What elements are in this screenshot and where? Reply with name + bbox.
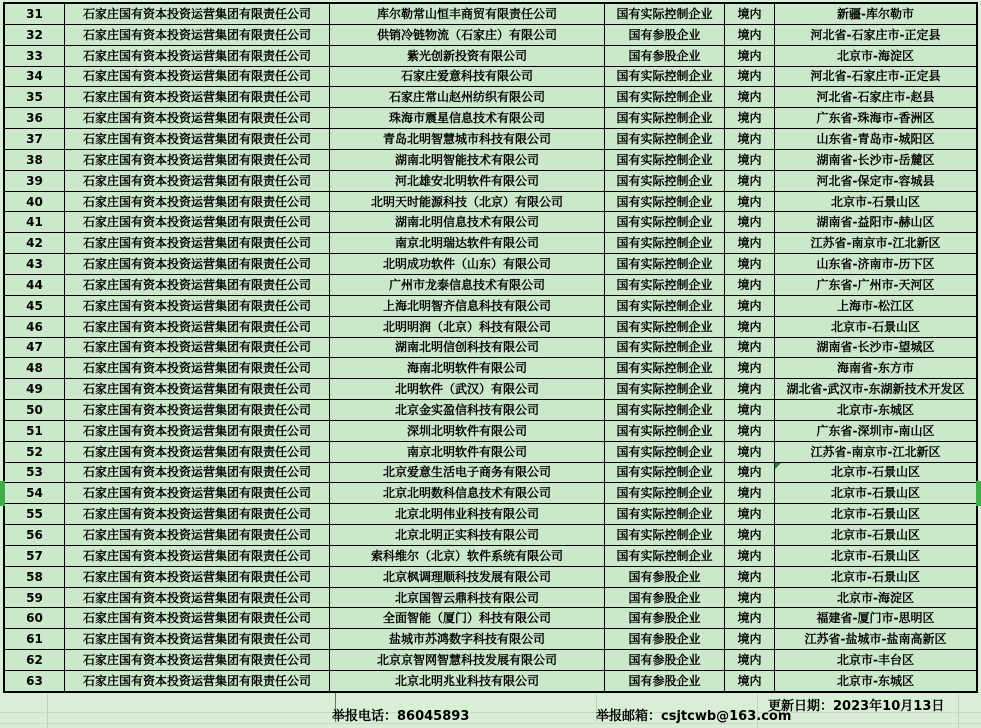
row-number-cell[interactable]: 47	[5, 338, 65, 358]
region-cell[interactable]: 北京市-海淀区	[837, 48, 914, 63]
region-cell[interactable]: 湖南省-益阳市-赫山区	[816, 215, 935, 230]
update-date-cell[interactable]: 更新日期：2023年10月13日	[768, 699, 945, 714]
subsidiary-company-cell[interactable]: 石家庄常山赵州纺织有限公司	[330, 87, 605, 107]
region-cell[interactable]: 海南省-东方市	[837, 361, 914, 376]
region-cell[interactable]: 河北省-石家庄市-正定县	[810, 69, 941, 84]
comment-marker-icon	[775, 463, 781, 469]
subsidiary-company-cell[interactable]: 北明成功软件（山东）有限公司	[330, 254, 605, 274]
region-cell[interactable]: 湖南省-长沙市-望城区	[816, 340, 935, 355]
row-number-cell[interactable]: 46	[5, 317, 65, 337]
enterprise-type-cell[interactable]: 国有实际控制企业	[605, 483, 725, 503]
enterprise-type-cell[interactable]: 国有实际控制企业	[605, 400, 725, 420]
enterprise-type-cell[interactable]: 国有参股企业	[605, 588, 725, 608]
subsidiary-company-cell[interactable]: 北京金实盈信科技有限公司	[330, 400, 605, 420]
table-row[interactable]	[5, 192, 976, 213]
table-row[interactable]	[5, 4, 976, 25]
territory-cell[interactable]: 境内	[725, 296, 775, 316]
territory-cell[interactable]: 境内	[725, 129, 775, 149]
enterprise-type-cell[interactable]: 国有实际控制企业	[605, 442, 725, 462]
enterprise-type-cell[interactable]: 国有实际控制企业	[605, 129, 725, 149]
territory-cell[interactable]: 境内	[725, 87, 775, 107]
territory-cell[interactable]: 境内	[725, 358, 775, 378]
region-cell[interactable]: 上海市-松江区	[837, 298, 914, 313]
enterprise-type-cell[interactable]: 国有实际控制企业	[605, 87, 725, 107]
row-number-cell[interactable]: 41	[5, 212, 65, 232]
region-cell[interactable]: 北京市-东城区	[837, 402, 914, 417]
row-number-cell[interactable]: 35	[5, 87, 65, 107]
row-number-cell[interactable]: 32	[5, 25, 65, 45]
row-number-cell[interactable]: 42	[5, 233, 65, 253]
row-number-cell[interactable]: 49	[5, 379, 65, 399]
region-cell[interactable]: 北京市-石景山区	[831, 548, 920, 563]
table-row[interactable]	[5, 421, 976, 442]
parent-company-cell[interactable]: 石家庄国有资本投资运营集团有限责任公司	[65, 296, 330, 316]
table-row[interactable]	[5, 442, 976, 463]
subsidiary-company-cell[interactable]: 供销冷链物流（石家庄）有限公司	[330, 25, 605, 45]
table-row[interactable]	[5, 400, 976, 421]
region-cell[interactable]: 北京市-石景山区	[775, 463, 976, 483]
parent-company-cell[interactable]: 石家庄国有资本投资运营集团有限责任公司	[65, 400, 330, 420]
row-number-cell[interactable]: 53	[5, 463, 65, 483]
enterprise-type-cell[interactable]: 国有实际控制企业	[605, 317, 725, 337]
parent-company-cell[interactable]: 石家庄国有资本投资运营集团有限责任公司	[65, 421, 330, 441]
table-row[interactable]	[5, 233, 976, 254]
territory-cell[interactable]: 境内	[725, 525, 775, 545]
parent-company-cell[interactable]: 石家庄国有资本投资运营集团有限责任公司	[65, 650, 330, 670]
territory-cell[interactable]: 境内	[725, 338, 775, 358]
region-cell[interactable]: 北京市-石景山区	[831, 569, 920, 584]
region-cell[interactable]: 北京市-石景山区	[831, 507, 920, 522]
enterprise-type-cell[interactable]: 国有实际控制企业	[605, 254, 725, 274]
enterprise-type-cell[interactable]: 国有实际控制企业	[605, 296, 725, 316]
subsidiary-company-cell[interactable]: 青岛北明智慧城市科技有限公司	[330, 129, 605, 149]
parent-company-cell[interactable]: 石家庄国有资本投资运营集团有限责任公司	[65, 4, 330, 24]
subsidiary-company-cell[interactable]: 石家庄爱意科技有限公司	[330, 67, 605, 87]
subsidiary-company-cell[interactable]: 海南北明软件有限公司	[330, 358, 605, 378]
table-row[interactable]	[5, 25, 976, 46]
subsidiary-company-cell[interactable]: 湖南北明信创科技有限公司	[330, 338, 605, 358]
parent-company-cell[interactable]: 石家庄国有资本投资运营集团有限责任公司	[65, 442, 330, 462]
table-row[interactable]	[5, 463, 976, 484]
territory-cell[interactable]: 境内	[725, 546, 775, 566]
parent-company-cell[interactable]: 石家庄国有资本投资运营集团有限责任公司	[65, 46, 330, 66]
report-email-cell[interactable]: 举报邮箱：csjtcwb@163.com	[596, 709, 792, 724]
row-number-cell[interactable]: 31	[5, 4, 65, 24]
row-number-cell[interactable]: 44	[5, 275, 65, 295]
territory-cell[interactable]: 境内	[725, 608, 775, 628]
parent-company-cell[interactable]: 石家庄国有资本投资运营集团有限责任公司	[65, 108, 330, 128]
row-number-cell[interactable]: 40	[5, 192, 65, 212]
enterprise-type-cell[interactable]: 国有参股企业	[605, 650, 725, 670]
territory-cell[interactable]: 境内	[725, 150, 775, 170]
territory-cell[interactable]: 境内	[725, 400, 775, 420]
table-row[interactable]	[5, 525, 976, 546]
region-cell[interactable]: 新疆-库尔勒市	[837, 6, 914, 21]
parent-company-cell[interactable]: 石家庄国有资本投资运营集团有限责任公司	[65, 233, 330, 253]
subsidiary-company-cell[interactable]: 湖南北明智能技术有限公司	[330, 150, 605, 170]
enterprise-type-cell[interactable]: 国有实际控制企业	[605, 67, 725, 87]
table-row[interactable]	[5, 588, 976, 609]
table-row[interactable]	[5, 87, 976, 108]
subsidiary-company-cell[interactable]: 南京北明软件有限公司	[330, 442, 605, 462]
subsidiary-company-cell[interactable]: 北明天时能源科技（北京）有限公司	[330, 192, 605, 212]
table-row[interactable]	[5, 358, 976, 379]
table-row[interactable]	[5, 629, 976, 650]
subsidiary-company-cell[interactable]: 紫光创新投资有限公司	[330, 46, 605, 66]
subsidiary-company-cell[interactable]: 盐城市苏鸿数字科技有限公司	[330, 629, 605, 649]
table-row[interactable]	[5, 67, 976, 88]
table-row[interactable]	[5, 150, 976, 171]
parent-company-cell[interactable]: 石家庄国有资本投资运营集团有限责任公司	[65, 588, 330, 608]
row-number-cell[interactable]: 45	[5, 296, 65, 316]
table-row[interactable]	[5, 296, 976, 317]
table-row[interactable]	[5, 46, 976, 67]
subsidiary-company-cell[interactable]: 南京北明瑞达软件有限公司	[330, 233, 605, 253]
territory-cell[interactable]: 境内	[725, 421, 775, 441]
parent-company-cell[interactable]: 石家庄国有资本投资运营集团有限责任公司	[65, 25, 330, 45]
territory-cell[interactable]: 境内	[725, 317, 775, 337]
row-number-cell[interactable]: 39	[5, 171, 65, 191]
enterprise-type-cell[interactable]: 国有实际控制企业	[605, 275, 725, 295]
parent-company-cell[interactable]: 石家庄国有资本投资运营集团有限责任公司	[65, 212, 330, 232]
subsidiary-company-cell[interactable]: 北京北明兆业科技有限公司	[330, 671, 605, 691]
table-row[interactable]	[5, 275, 976, 296]
parent-company-cell[interactable]: 石家庄国有资本投资运营集团有限责任公司	[65, 338, 330, 358]
parent-company-cell[interactable]: 石家庄国有资本投资运营集团有限责任公司	[65, 525, 330, 545]
row-number-cell[interactable]: 36	[5, 108, 65, 128]
subsidiary-company-cell[interactable]: 河北雄安北明软件有限公司	[330, 171, 605, 191]
table-row[interactable]	[5, 567, 976, 588]
parent-company-cell[interactable]: 石家庄国有资本投资运营集团有限责任公司	[65, 87, 330, 107]
enterprise-type-cell[interactable]: 国有实际控制企业	[605, 212, 725, 232]
enterprise-type-cell[interactable]: 国有参股企业	[605, 567, 725, 587]
subsidiary-company-cell[interactable]: 上海北明智齐信息科技有限公司	[330, 296, 605, 316]
table-row[interactable]	[5, 317, 976, 338]
table-row[interactable]	[5, 650, 976, 671]
territory-cell[interactable]: 境内	[725, 192, 775, 212]
parent-company-cell[interactable]: 石家庄国有资本投资运营集团有限责任公司	[65, 379, 330, 399]
parent-company-cell[interactable]: 石家庄国有资本投资运营集团有限责任公司	[65, 463, 330, 483]
enterprise-type-cell[interactable]: 国有实际控制企业	[605, 192, 725, 212]
parent-company-cell[interactable]: 石家庄国有资本投资运营集团有限责任公司	[65, 171, 330, 191]
parent-company-cell[interactable]: 石家庄国有资本投资运营集团有限责任公司	[65, 671, 330, 691]
parent-company-cell[interactable]: 石家庄国有资本投资运营集团有限责任公司	[65, 546, 330, 566]
row-number-cell[interactable]: 48	[5, 358, 65, 378]
subsidiary-company-cell[interactable]: 广州市龙泰信息技术有限公司	[330, 275, 605, 295]
region-cell[interactable]: 广东省-广州市-天河区	[816, 277, 935, 292]
table-row[interactable]	[5, 129, 976, 150]
subsidiary-company-cell[interactable]: 北明明润（北京）科技有限公司	[330, 317, 605, 337]
row-selection-right-handle[interactable]	[976, 481, 981, 506]
region-cell[interactable]: 山东省-青岛市-城阳区	[816, 131, 935, 146]
territory-cell[interactable]: 境内	[725, 4, 775, 24]
row-number-cell[interactable]: 56	[5, 525, 65, 545]
region-cell[interactable]: 广东省-珠海市-香洲区	[816, 111, 935, 126]
enterprise-type-cell[interactable]: 国有实际控制企业	[605, 504, 725, 524]
enterprise-type-cell[interactable]: 国有实际控制企业	[605, 233, 725, 253]
territory-cell[interactable]: 境内	[725, 25, 775, 45]
region-cell[interactable]: 河北省-石家庄市-正定县	[810, 27, 941, 42]
table-row[interactable]	[5, 504, 976, 525]
table-row[interactable]	[5, 212, 976, 233]
enterprise-type-cell[interactable]: 国有实际控制企业	[605, 108, 725, 128]
territory-cell[interactable]: 境内	[725, 567, 775, 587]
parent-company-cell[interactable]: 石家庄国有资本投资运营集团有限责任公司	[65, 317, 330, 337]
region-cell[interactable]: 广东省-深圳市-南山区	[816, 423, 935, 438]
enterprise-type-cell[interactable]: 国有实际控制企业	[605, 171, 725, 191]
subsidiary-company-cell[interactable]: 湖南北明信息技术有限公司	[330, 212, 605, 232]
subsidiary-company-cell[interactable]: 珠海市震星信息技术有限公司	[330, 108, 605, 128]
region-cell[interactable]: 江苏省-盐城市-盐南高新区	[804, 632, 947, 647]
subsidiary-company-cell[interactable]: 北京爱意生活电子商务有限公司	[330, 463, 605, 483]
parent-company-cell[interactable]: 石家庄国有资本投资运营集团有限责任公司	[65, 567, 330, 587]
enterprise-type-cell[interactable]: 国有参股企业	[605, 25, 725, 45]
table-row[interactable]	[5, 546, 976, 567]
territory-cell[interactable]: 境内	[725, 629, 775, 649]
region-cell[interactable]: 河北省-保定市-容城县	[816, 173, 935, 188]
region-cell[interactable]: 北京市-丰台区	[837, 653, 914, 668]
parent-company-cell[interactable]: 石家庄国有资本投资运营集团有限责任公司	[65, 67, 330, 87]
territory-cell[interactable]: 境内	[725, 171, 775, 191]
subsidiary-company-cell[interactable]: 全面智能（厦门）科技有限公司	[330, 608, 605, 628]
parent-company-cell[interactable]: 石家庄国有资本投资运营集团有限责任公司	[65, 504, 330, 524]
territory-cell[interactable]: 境内	[725, 588, 775, 608]
region-cell[interactable]: 北京市-石景山区	[831, 486, 920, 501]
report-phone-cell[interactable]: 举报电话：86045893	[332, 709, 470, 724]
parent-company-cell[interactable]: 石家庄国有资本投资运营集团有限责任公司	[65, 629, 330, 649]
gridline	[0, 723, 981, 724]
parent-company-cell[interactable]: 石家庄国有资本投资运营集团有限责任公司	[65, 129, 330, 149]
region-cell[interactable]: 北京市-东城区	[837, 673, 914, 688]
territory-cell[interactable]: 境内	[725, 275, 775, 295]
territory-cell[interactable]: 境内	[725, 108, 775, 128]
parent-company-cell[interactable]: 石家庄国有资本投资运营集团有限责任公司	[65, 254, 330, 274]
table-row[interactable]	[5, 171, 976, 192]
row-number-cell[interactable]: 62	[5, 650, 65, 670]
territory-cell[interactable]: 境内	[725, 379, 775, 399]
table-row[interactable]	[5, 338, 976, 359]
row-selection-left-handle[interactable]	[0, 481, 5, 506]
subsidiary-company-cell[interactable]: 北京北明正实科技有限公司	[330, 525, 605, 545]
territory-cell[interactable]: 境内	[725, 483, 775, 503]
row-number-cell[interactable]: 58	[5, 567, 65, 587]
enterprise-type-cell[interactable]: 国有参股企业	[605, 629, 725, 649]
territory-cell[interactable]: 境内	[725, 463, 775, 483]
subsidiary-company-cell[interactable]: 北京枫调理顺科技发展有限公司	[330, 567, 605, 587]
region-cell[interactable]: 北京市-海淀区	[837, 590, 914, 605]
enterprise-type-cell[interactable]: 国有实际控制企业	[605, 546, 725, 566]
row-number-cell[interactable]: 50	[5, 400, 65, 420]
region-cell[interactable]: 北京市-石景山区	[831, 528, 920, 543]
company-table	[3, 2, 978, 693]
region-cell[interactable]: 山东省-济南市-历下区	[816, 257, 935, 272]
table-row[interactable]	[5, 254, 976, 275]
row-number-cell[interactable]: 51	[5, 421, 65, 441]
enterprise-type-cell[interactable]: 国有实际控制企业	[605, 379, 725, 399]
row-number-cell[interactable]: 34	[5, 67, 65, 87]
table-row[interactable]	[5, 379, 976, 400]
subsidiary-company-cell[interactable]: 北京北明伟业科技有限公司	[330, 504, 605, 524]
enterprise-type-cell[interactable]: 国有实际控制企业	[605, 4, 725, 24]
territory-cell[interactable]: 境内	[725, 671, 775, 691]
subsidiary-company-cell[interactable]: 北京京智网智慧科技发展有限公司	[330, 650, 605, 670]
region-cell[interactable]: 北京市-石景山区	[831, 319, 920, 334]
territory-cell[interactable]: 境内	[725, 650, 775, 670]
subsidiary-company-cell[interactable]: 北明软件（武汉）有限公司	[330, 379, 605, 399]
subsidiary-company-cell[interactable]: 北京国智云鼎科技有限公司	[330, 588, 605, 608]
enterprise-type-cell[interactable]: 国有实际控制企业	[605, 338, 725, 358]
row-number-cell[interactable]: 60	[5, 608, 65, 628]
enterprise-type-cell[interactable]: 国有参股企业	[605, 608, 725, 628]
row-number-cell[interactable]: 55	[5, 504, 65, 524]
region-cell[interactable]: 北京市-石景山区	[831, 194, 920, 209]
region-cell[interactable]: 江苏省-南京市-江北新区	[810, 236, 941, 251]
subsidiary-company-cell[interactable]: 北京北明数科信息技术有限公司	[330, 483, 605, 503]
enterprise-type-cell[interactable]: 国有实际控制企业	[605, 525, 725, 545]
row-number-cell[interactable]: 61	[5, 629, 65, 649]
region-cell[interactable]: 河北省-石家庄市-赵县	[816, 90, 935, 105]
region-cell[interactable]: 湖北省-武汉市-东湖新技术开发区	[786, 382, 965, 397]
parent-company-cell[interactable]: 石家庄国有资本投资运营集团有限责任公司	[65, 608, 330, 628]
territory-cell[interactable]: 境内	[725, 67, 775, 87]
enterprise-type-cell[interactable]: 国有实际控制企业	[605, 463, 725, 483]
row-number-cell[interactable]: 38	[5, 150, 65, 170]
row-number-cell[interactable]: 54	[5, 483, 65, 503]
region-cell[interactable]: 福建省-厦门市-思明区	[816, 611, 935, 626]
enterprise-type-cell[interactable]: 国有实际控制企业	[605, 421, 725, 441]
region-cell[interactable]: 湖南省-长沙市-岳麓区	[816, 152, 935, 167]
enterprise-type-cell[interactable]: 国有实际控制企业	[605, 150, 725, 170]
row-number-cell[interactable]: 43	[5, 254, 65, 274]
subsidiary-company-cell[interactable]: 库尔勒常山恒丰商贸有限责任公司	[330, 4, 605, 24]
parent-company-cell[interactable]: 石家庄国有资本投资运营集团有限责任公司	[65, 192, 330, 212]
parent-company-cell[interactable]: 石家庄国有资本投资运营集团有限责任公司	[65, 150, 330, 170]
territory-cell[interactable]: 境内	[725, 212, 775, 232]
territory-cell[interactable]: 境内	[725, 442, 775, 462]
row-number-cell[interactable]: 52	[5, 442, 65, 462]
subsidiary-company-cell[interactable]: 深圳北明软件有限公司	[330, 421, 605, 441]
territory-cell[interactable]: 境内	[725, 233, 775, 253]
enterprise-type-cell[interactable]: 国有参股企业	[605, 46, 725, 66]
parent-company-cell[interactable]: 石家庄国有资本投资运营集团有限责任公司	[65, 483, 330, 503]
parent-company-cell[interactable]: 石家庄国有资本投资运营集团有限责任公司	[65, 358, 330, 378]
territory-cell[interactable]: 境内	[725, 504, 775, 524]
subsidiary-company-cell[interactable]: 索科维尔（北京）软件系统有限公司	[330, 546, 605, 566]
row-number-cell[interactable]: 33	[5, 46, 65, 66]
parent-company-cell[interactable]: 石家庄国有资本投资运营集团有限责任公司	[65, 275, 330, 295]
table-row[interactable]	[5, 608, 976, 629]
row-number-cell[interactable]: 59	[5, 588, 65, 608]
enterprise-type-cell[interactable]: 国有参股企业	[605, 671, 725, 691]
row-number-cell[interactable]: 37	[5, 129, 65, 149]
territory-cell[interactable]: 境内	[725, 254, 775, 274]
table-row[interactable]	[5, 483, 976, 504]
row-number-cell[interactable]: 63	[5, 671, 65, 691]
region-cell[interactable]: 江苏省-南京市-江北新区	[810, 444, 941, 459]
row-number-cell[interactable]: 57	[5, 546, 65, 566]
table-row[interactable]	[5, 108, 976, 129]
territory-cell[interactable]: 境内	[725, 46, 775, 66]
enterprise-type-cell[interactable]: 国有实际控制企业	[605, 358, 725, 378]
table-row[interactable]	[5, 671, 976, 691]
